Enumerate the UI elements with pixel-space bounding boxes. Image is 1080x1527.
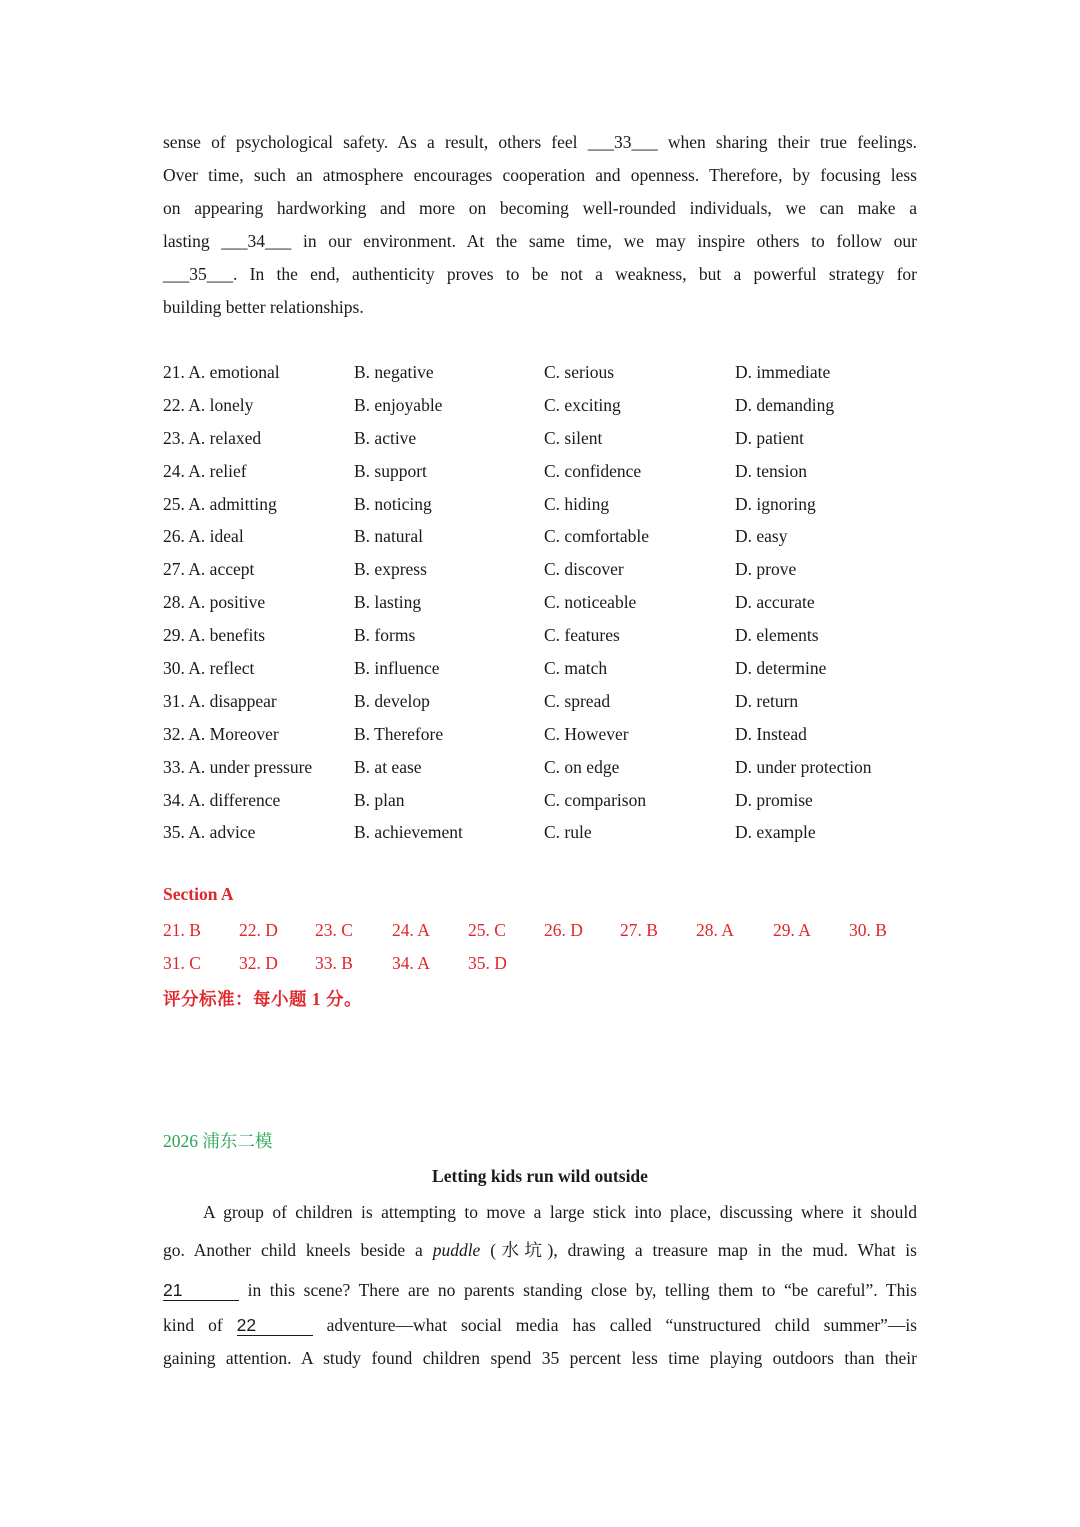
article-line: gaining attention. A study found children spend 35 percent less time playing outdoors than their: [163, 1348, 917, 1368]
answer-item: 21. B: [163, 920, 201, 940]
option-row-28: [163, 586, 923, 619]
option-b: B. achievement: [354, 822, 463, 843]
answer-item: 33. B: [315, 953, 353, 973]
article-text: in this scene? There are no parents standing close by, telling them to “be careful”. This: [239, 1280, 917, 1300]
option-a: 21. A. emotional: [163, 362, 280, 382]
option-row-30: [163, 652, 923, 685]
article-line: [163, 1313, 917, 1337]
answer-item: 26. D: [544, 920, 583, 940]
option-d: D. immediate: [735, 362, 831, 382]
option-c: C. comparison: [544, 789, 647, 810]
option-b: B. influence: [354, 658, 440, 679]
option-row-35: [163, 816, 923, 849]
answer-item: 22. D: [239, 920, 278, 940]
option-row-34: [163, 784, 923, 817]
article-line: [163, 1238, 917, 1262]
answer-item: 32. D: [239, 953, 278, 973]
option-a: 23. A. relaxed: [163, 427, 262, 448]
option-b: B. enjoyable: [354, 394, 443, 415]
passage-line: building better relationships.: [163, 297, 364, 317]
article-line: [163, 1278, 917, 1302]
option-c: C. discover: [544, 559, 624, 580]
answer-item: 35. D: [468, 953, 507, 973]
option-c: C. silent: [544, 427, 603, 448]
answer-item: 24. A: [392, 920, 430, 940]
passage-line: ___35___. In the end, authenticity proves to be not a weakness, but a powerful strategy for: [163, 264, 917, 284]
option-d: D. tension: [735, 460, 807, 481]
option-d: D. patient: [735, 427, 805, 448]
option-b: B. negative: [354, 362, 434, 382]
option-b: B. at ease: [354, 756, 422, 777]
option-c: C. serious: [544, 362, 614, 382]
option-a: 28. A. positive: [163, 592, 266, 613]
option-row-31: [163, 685, 923, 718]
passage-end: [163, 126, 917, 324]
option-b: B. develop: [354, 690, 430, 711]
option-a: 30. A. reflect: [163, 658, 255, 679]
answer-item: 34. A: [392, 953, 430, 973]
passage-line: Over time, such an atmosphere encourages cooperation and openness. Therefore, by focusing less: [163, 165, 917, 185]
option-c: C. confidence: [544, 460, 642, 481]
option-a: 31. A. disappear: [163, 690, 277, 711]
option-c: C. on edge: [544, 756, 620, 777]
option-b: B. active: [354, 427, 417, 448]
option-b: B. Therefore: [354, 723, 444, 744]
article-text: adventure—what social media has called “unstructured child summer”—is: [312, 1315, 917, 1335]
answer-item: 27. B: [620, 920, 658, 940]
option-row-22: [163, 389, 923, 422]
option-b: B. express: [354, 559, 427, 580]
answer-section-title: Section A: [163, 884, 234, 904]
option-b: B. lasting: [354, 592, 422, 613]
option-b: B. plan: [354, 789, 405, 810]
answer-item: 30. B: [849, 920, 887, 940]
blank-21: 21: [163, 1280, 239, 1301]
option-row-26: [163, 520, 923, 553]
option-row-23: [163, 422, 923, 455]
option-d: D. example: [735, 822, 816, 843]
article-text: (水坑), drawing a treasure map in the mud. What is: [480, 1240, 917, 1260]
option-c: C. rule: [544, 822, 592, 843]
scoring-note: 评分标准：每小题 1 分。: [163, 989, 362, 1009]
option-d: D. accurate: [735, 592, 815, 613]
option-a: 25. A. admitting: [163, 493, 277, 514]
option-d: D. promise: [735, 789, 813, 810]
option-c: C. exciting: [544, 394, 621, 415]
article-italic-word: puddle: [432, 1240, 481, 1260]
option-d: D. return: [735, 690, 799, 711]
passage-line: on appearing hardworking and more on becoming well-rounded individuals, we can make a: [163, 198, 917, 218]
answer-item: 25. C: [468, 920, 506, 940]
option-a: 34. A. difference: [163, 789, 281, 810]
option-c: C. features: [544, 625, 620, 646]
option-c: C. noticeable: [544, 592, 637, 613]
option-a: 29. A. benefits: [163, 625, 266, 646]
option-c: C. comfortable: [544, 526, 649, 547]
exam-source-label: 2026 浦东二模: [163, 1131, 273, 1151]
option-d: D. determine: [735, 658, 827, 679]
option-c: C. spread: [544, 690, 611, 711]
article-line: A group of children is attempting to move a large stick into place, discussing where it should: [203, 1202, 917, 1222]
answer-item: 31. C: [163, 953, 201, 973]
option-b: B. natural: [354, 526, 424, 547]
option-row-25: [163, 488, 923, 521]
option-b: B. support: [354, 460, 427, 481]
answer-item: 23. C: [315, 920, 353, 940]
option-row-24: [163, 455, 923, 488]
answer-row-1: [163, 914, 923, 947]
option-row-33: [163, 751, 923, 784]
option-d: D. prove: [735, 559, 797, 580]
article-text: kind of: [163, 1315, 237, 1335]
option-c: C. match: [544, 658, 608, 679]
option-c: C. hiding: [544, 493, 610, 514]
option-c: C. However: [544, 723, 629, 744]
option-d: D. under protection: [735, 756, 872, 777]
answer-item: 29. A: [773, 920, 811, 940]
option-a: 24. A. relief: [163, 460, 247, 481]
passage-line: sense of psychological safety. As a result, others feel ___33___ when sharing their true feelings.: [163, 132, 917, 152]
option-b: B. forms: [354, 625, 416, 646]
article-title: Letting kids run wild outside: [432, 1166, 648, 1186]
option-a: 32. A. Moreover: [163, 723, 279, 744]
option-row-29: [163, 619, 923, 652]
option-d: D. easy: [735, 526, 788, 547]
answer-item: 28. A: [696, 920, 734, 940]
option-d: D. ignoring: [735, 493, 816, 514]
passage-line: lasting ___34___ in our environment. At the same time, we may inspire others to follow our: [163, 231, 917, 251]
option-row-21: [163, 356, 923, 389]
options-grid: [163, 356, 923, 849]
blank-22: 22: [237, 1315, 313, 1336]
option-b: B. noticing: [354, 493, 432, 514]
option-a: 35. A. advice: [163, 822, 256, 843]
option-a: 22. A. lonely: [163, 394, 254, 415]
option-d: D. demanding: [735, 394, 835, 415]
option-d: D. elements: [735, 625, 819, 646]
option-row-32: [163, 718, 923, 751]
article-text: go. Another child kneels beside a: [163, 1240, 433, 1260]
option-a: 26. A. ideal: [163, 526, 244, 547]
option-row-27: [163, 553, 923, 586]
option-a: 33. A. under pressure: [163, 756, 313, 777]
answer-row-2: [163, 947, 923, 980]
option-d: D. Instead: [735, 723, 807, 744]
option-a: 27. A. accept: [163, 559, 255, 580]
